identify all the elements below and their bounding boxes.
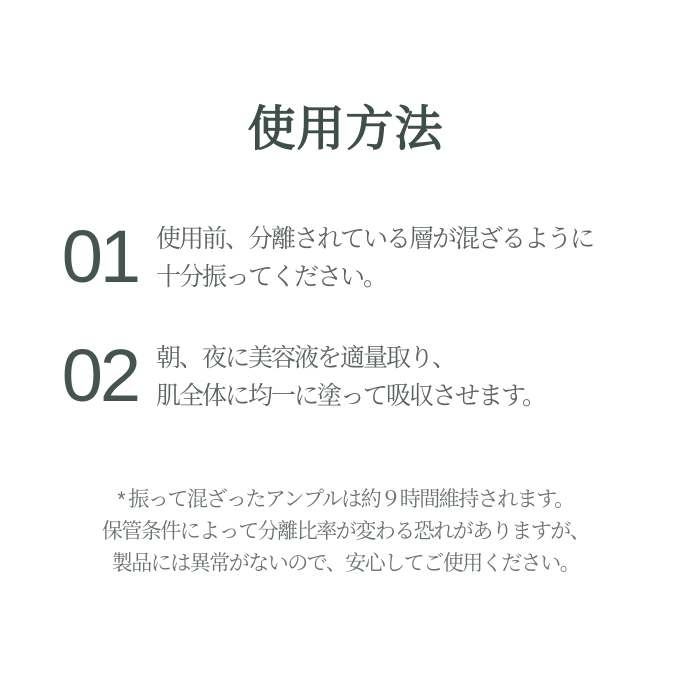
footnote-line-3: 製品には異常がないので、安心してご使用ください。 xyxy=(111,552,580,575)
step-1-text xyxy=(156,220,593,296)
step-item-1 xyxy=(52,215,612,298)
content-area xyxy=(0,100,679,580)
step-item-2 xyxy=(52,334,612,417)
footnote-line-1: * 振って混ざったアンプルは約９時間維持されます。 xyxy=(117,488,574,511)
step-2-text xyxy=(156,339,545,415)
step-1-line-2: 十分振ってください。 xyxy=(156,263,387,291)
step-1-number: 01 xyxy=(61,215,138,298)
step-2-line-2: 肌全体に均一に塗って吸収させます。 xyxy=(156,382,546,410)
step-2-number: 02 xyxy=(61,334,138,417)
page-title: 使用方法 xyxy=(247,103,444,156)
steps-list xyxy=(52,215,612,417)
step-2-line-1: 朝、夜に美容液を適量取り、 xyxy=(156,344,456,372)
footnote xyxy=(12,484,679,580)
step-1-line-1: 使用前、分離されている層が混ざるように xyxy=(156,225,594,253)
footnote-line-2: 保管条件によって分離比率が変わる恐れがありますが、 xyxy=(101,520,590,543)
